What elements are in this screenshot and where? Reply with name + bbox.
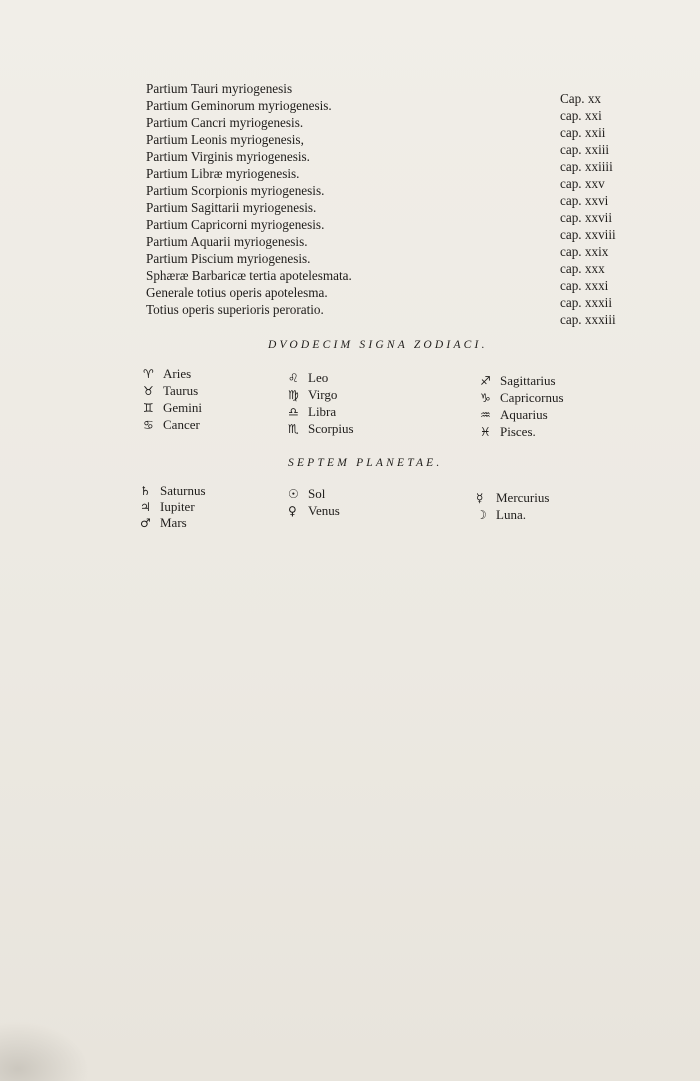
chapter-title: Partium Leonis myriogenesis, (146, 132, 304, 147)
zodiac-sign: ♊ Gemini (143, 400, 202, 415)
zodiac-sign: ♉ Taurus (143, 383, 199, 398)
mars-icon: ♂ (140, 516, 151, 530)
venus-icon: ♀ (288, 504, 297, 518)
chapter-title: Partium Capricorni myriogenesis. (146, 217, 325, 232)
chapter-number: cap. xxxiii (560, 312, 616, 327)
chapter-title: Partium Cancri myriogenesis. (146, 115, 304, 130)
scorpius-icon: ♏ (288, 422, 299, 436)
chapter-title: Totius operis superioris peroratio. (146, 302, 324, 317)
zodiac-sign: ♌ Leo (288, 370, 329, 385)
chapter-number: cap. xxi (560, 108, 602, 123)
chapter-number: cap. xxxii (560, 295, 613, 310)
zodiac-sign: ♑ Capricornus (480, 390, 564, 405)
chapter-title: Partium Virginis myriogenesis. (146, 149, 310, 164)
libra-icon: ♎ (288, 405, 299, 419)
planet: ☽ Luna. (476, 507, 526, 522)
zodiac-sign: ♐ Sagittarius (480, 373, 556, 388)
zodiac-sign: ♋ Cancer (143, 417, 200, 432)
zodiac-sign: ♈ Aries (143, 366, 192, 381)
chapter-title: Partium Scorpionis myriogenesis. (146, 183, 325, 198)
chapter-number: cap. xxix (560, 244, 609, 259)
planet: ☉ Sol (288, 486, 326, 501)
chapter-number: cap. xxviii (560, 227, 616, 242)
chapter-number: cap. xxv (560, 176, 605, 191)
chapter-number: cap. xxvii (560, 210, 613, 225)
chapter-title: Generale totius operis apotelesma. (146, 285, 328, 300)
moon-icon: ☽ (476, 508, 487, 522)
mercury-icon: ☿ (476, 491, 484, 505)
chapter-number: cap. xxx (560, 261, 605, 276)
planet: ☿ Mercurius (476, 490, 550, 505)
chapter-number: Cap. xx (560, 91, 602, 106)
zodiac-sign: ♓ Pisces. (480, 424, 536, 439)
gemini-icon: ♊ (143, 401, 154, 415)
chapter-number: cap. xxiii (560, 142, 610, 157)
pisces-icon: ♓ (480, 425, 491, 439)
chapter-number: cap. xxvi (560, 193, 609, 208)
chapter-title: Sphæræ Barbaricæ tertia apotelesmata. (146, 268, 352, 283)
zodiac-sign: ♒ Aquarius (480, 407, 548, 422)
zodiac-sign: ♎ Libra (288, 404, 337, 419)
zodiac-sign: ♍ Virgo (288, 387, 338, 402)
virgo-icon: ♍ (288, 388, 299, 402)
sun-icon: ☉ (288, 487, 299, 501)
planet: ♃ Iupiter (140, 499, 195, 514)
chapter-title: Partium Geminorum myriogenesis. (146, 98, 332, 113)
chapter-number: cap. xxii (560, 125, 606, 140)
aries-icon: ♈ (143, 367, 154, 381)
capricornus-icon: ♑ (480, 391, 491, 405)
cancer-icon: ♋ (143, 418, 154, 432)
planet: ♀ Venus (288, 503, 340, 518)
chapter-title: Partium Aquarii myriogenesis. (146, 234, 308, 249)
chapter-title: Partium Piscium myriogenesis. (146, 251, 311, 266)
leo-icon: ♌ (288, 371, 299, 385)
chapter-title: Partium Libræ myriogenesis. (146, 166, 300, 181)
chapter-title: Partium Sagittarii myriogenesis. (146, 200, 317, 215)
jupiter-icon: ♃ (140, 500, 151, 514)
chapter-number: cap. xxiiii (560, 159, 613, 174)
planet: ♄ Saturnus (140, 483, 206, 498)
planet: ♂ Mars (140, 515, 187, 530)
chapter-title: Partium Tauri myriogenesis (146, 81, 293, 96)
chapter-number: cap. xxxi (560, 278, 609, 293)
zodiac-heading: DVODECIM SIGNA ZODIACI. (268, 339, 488, 351)
zodiac-sign: ♏ Scorpius (288, 421, 354, 436)
taurus-icon: ♉ (143, 384, 154, 398)
sagittarius-icon: ♐ (480, 374, 491, 388)
aquarius-icon: ♒ (480, 408, 491, 422)
planets-heading: SEPTEM PLANETAE. (288, 457, 443, 469)
saturn-icon: ♄ (140, 484, 151, 498)
